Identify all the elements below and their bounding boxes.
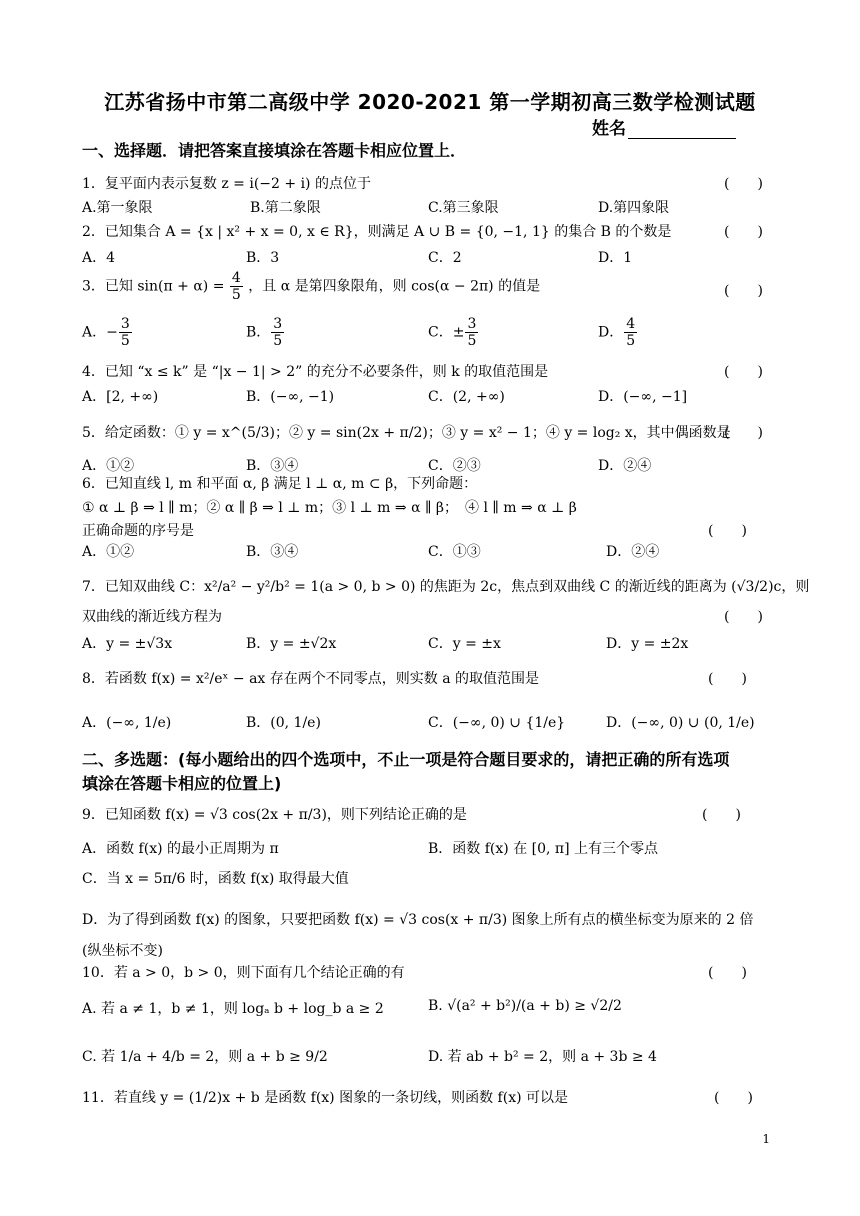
q8-option-b: B．(0, 1/e)	[246, 715, 321, 731]
q6-option-b: B．③④	[246, 544, 299, 560]
q9-option-b: B．函数 f(x) 在 [0, π] 上有三个零点	[428, 841, 659, 857]
q8-option-c: C．(−∞, 0) ∪ {1/e}	[428, 715, 566, 731]
q5-option-c: C．②③	[428, 458, 481, 474]
name-blank[interactable]	[628, 122, 736, 139]
q5-option-d: D．②④	[598, 458, 652, 474]
q9-option-d-line2: (纵坐标不变)	[82, 943, 163, 959]
q4-option-c: C．(2, +∞)	[428, 389, 505, 405]
q3-option-c: C．± $\frac{3}{5}$	[428, 316, 477, 349]
q2-stem: 2．已知集合 A = {x | x² + x = 0, x ∈ R}，则满足 A ∪ B = {0, −1, 1} 的集合 B 的个数是	[82, 224, 672, 240]
q7-option-b: B．y = ±√2x	[246, 636, 337, 652]
q3-option-b: B． $\frac{3}{5}$	[246, 316, 283, 349]
q10-option-c: C. 若 1/a + 4/b = 2，则 a + b ≥ 9/2	[82, 1049, 328, 1065]
q9-stem: 9．已知函数 f(x) = √3 cos(2x + π/3)，则下列结论正确的是	[82, 807, 467, 823]
q4-option-b: B．(−∞, −1)	[246, 389, 335, 405]
q7-answer-paren: ( )	[724, 609, 763, 625]
q1-stem: 1．复平面内表示复数 z = i(−2 + i) 的点位于	[82, 176, 371, 192]
q4-option-a: A．[2, +∞)	[82, 389, 159, 405]
q3-option-d: D． $\frac{4}{5}$	[598, 316, 636, 349]
q1-option-b: B.第二象限	[250, 200, 321, 216]
q8-answer-paren: ( )	[708, 671, 747, 687]
q8-option-d: D．(−∞, 0) ∪ (0, 1/e)	[606, 715, 755, 731]
q10-option-b: B. √(a² + b²)/(a + b) ≥ √2/2	[428, 998, 622, 1014]
q2-answer-paren: ( )	[724, 224, 763, 240]
q10-option-d: D. 若 ab + b² = 2，则 a + 3b ≥ 4	[428, 1049, 657, 1065]
q6-question: 正确命题的序号是	[82, 523, 194, 539]
q1-option-d: D.第四象限	[598, 200, 670, 216]
page-number: 1	[762, 1132, 770, 1146]
q6-answer-paren: ( )	[708, 523, 747, 539]
q11-answer-paren: ( )	[714, 1090, 753, 1106]
q3-fraction: $\frac{4}{5}$	[231, 270, 241, 303]
q9-option-d-line1: D．为了得到函数 f(x) 的图象，只要把函数 f(x) = √3 cos(x + π/3) 图象上所有点的横坐标变为原来的 2 倍	[82, 912, 754, 928]
q9-option-a: A．函数 f(x) 的最小正周期为 π	[82, 841, 279, 857]
q6-option-c: C．①③	[428, 544, 481, 560]
section-2-heading-line1: 二、多选题：(每小题给出的四个选项中，不止一项是符合题目要求的，请把正确的所有选项	[82, 750, 730, 769]
q8-option-a: A．(−∞, 1/e)	[82, 715, 172, 731]
q6-option-d: D．②④	[606, 544, 660, 560]
q2-option-b: B．3	[246, 250, 280, 266]
q6-propositions: ① α ⊥ β ⇒ l ∥ m；② α ∥ β ⇒ l ⊥ m；③ l ⊥ m ⇒ α ∥ β； ④ l ∥ m ⇒ α ⊥ β	[82, 500, 577, 516]
q9-option-c: C．当 x = 5π/6 时，函数 f(x) 取得最大值	[82, 871, 349, 887]
q6-stem: 6．已知直线 l, m 和平面 α, β 满足 l ⊥ α, m ⊂ β，下列命题：	[82, 476, 478, 492]
q10-answer-paren: ( )	[708, 965, 747, 981]
q10-option-a: A. 若 a ≠ 1，b ≠ 1，则 logₐ b + log_b a ≥ 2	[82, 1001, 384, 1017]
q1-option-c: C.第三象限	[428, 200, 499, 216]
q5-answer-paren: ( )	[724, 425, 763, 441]
q10-stem: 10．若 a > 0，b > 0，则下面有几个结论正确的有	[82, 965, 405, 981]
q2-option-d: D．1	[598, 250, 633, 266]
q7-stem-line1: 7．已知双曲线 C：x²/a² − y²/b² = 1(a > 0, b > 0) 的焦距为 2c，焦点到双曲线 C 的渐近线的距离为 (√3/2)c，则	[82, 579, 810, 595]
q5-option-a: A．①②	[82, 458, 135, 474]
q2-option-a: A．4	[82, 250, 116, 266]
q5-option-b: B．③④	[246, 458, 299, 474]
q3-stem: 3．已知 sin(π + α) = $\frac{4}{5}$ ，且 α 是第四象限角，则 cos(α − 2π) 的值是	[82, 270, 541, 303]
section-1-heading: 一、选择题．请把答案直接填涂在答题卡相应位置上．	[82, 141, 467, 160]
q3-answer-paren: ( )	[724, 283, 763, 299]
name-field	[592, 114, 736, 139]
q3-option-a: A．− $\frac{3}{5}$	[82, 316, 130, 349]
q8-stem: 8．若函数 f(x) = x²/eˣ − ax 存在两个不同零点，则实数 a 的取值范围是	[82, 671, 540, 687]
q9-answer-paren: ( )	[702, 807, 741, 823]
q1-option-a: A.第一象限	[82, 200, 153, 216]
name-label: 姓名	[592, 119, 626, 139]
q5-stem: 5．给定函数：① y = x^(5/3)；② y = sin(2x + π/2)；③ y = x² − 1；④ y = log₂ x，其中偶函数是	[82, 425, 731, 441]
q7-stem-line2: 双曲线的渐近线方程为	[82, 609, 222, 625]
q11-stem: 11．若直线 y = (1/2)x + b 是函数 f(x) 图象的一条切线，则函数 f(x) 可以是	[82, 1090, 568, 1106]
q7-option-d: D．y = ±2x	[606, 636, 689, 652]
exam-title: 江苏省扬中市第二高级中学 2020-2021 第一学期初高三数学检测试题	[104, 90, 756, 114]
q7-option-a: A．y = ±√3x	[82, 636, 173, 652]
q4-stem: 4．已知 “x ≤ k” 是 “|x − 1| > 2” 的充分不必要条件，则 k 的取值范围是	[82, 364, 549, 380]
q7-option-c: C．y = ±x	[428, 636, 501, 652]
section-2-heading-line2: 填涂在答题卡相应的位置上)	[82, 774, 282, 793]
q4-option-d: D．(−∞, −1]	[598, 389, 688, 405]
q2-option-c: C．2	[428, 250, 462, 266]
q6-option-a: A．①②	[82, 544, 135, 560]
q4-answer-paren: ( )	[724, 364, 763, 380]
q1-answer-paren: ( )	[724, 176, 763, 192]
